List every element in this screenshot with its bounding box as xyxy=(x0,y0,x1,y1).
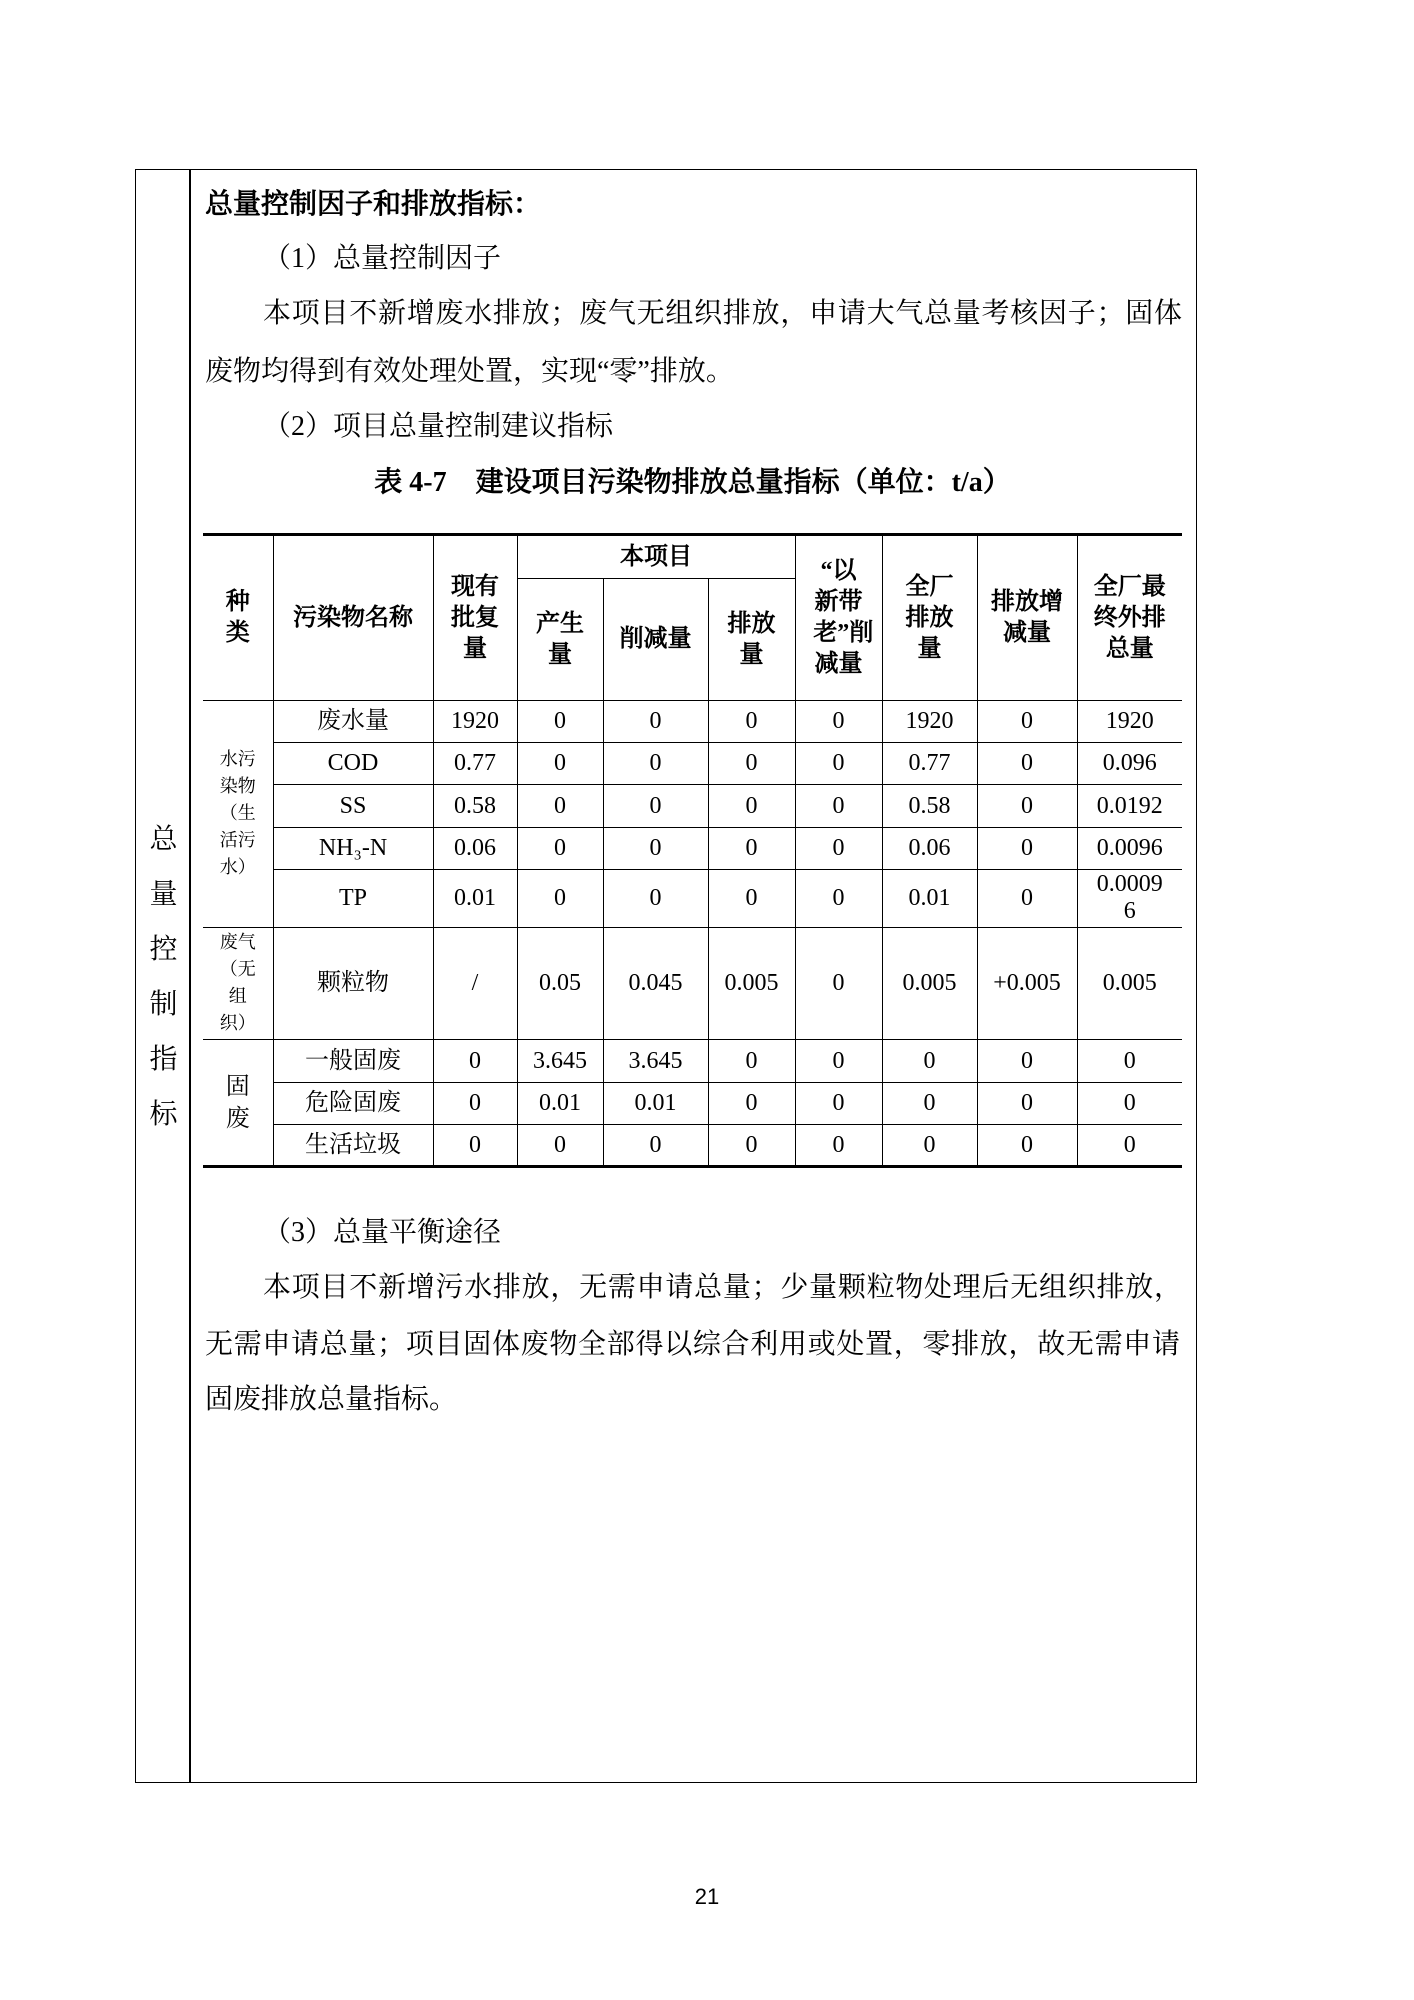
header-plant-total xyxy=(882,535,977,701)
cell-value: 0 xyxy=(1123,1131,1136,1158)
cell-value: 0 xyxy=(469,1090,481,1116)
cell-final-total xyxy=(1077,828,1182,870)
header-reduced xyxy=(603,579,708,701)
cell-approved xyxy=(433,785,517,828)
side-label: 总量控制指标 xyxy=(149,824,178,1130)
cell-change xyxy=(977,928,1077,1040)
cell-value: 0 xyxy=(554,1131,566,1158)
cell-value: 0 xyxy=(649,708,662,734)
cell-plant-total xyxy=(882,1040,977,1083)
cell-value: 0.06 xyxy=(454,835,496,861)
section-heading: 总量控制因子和排放指标： xyxy=(205,189,542,220)
cell-value: 0 xyxy=(649,792,662,819)
cell-change xyxy=(977,1125,1077,1167)
header-old-for-new-label: “以新带老”削减量 xyxy=(813,558,874,677)
cell-produced xyxy=(517,1125,603,1167)
cell-final-total xyxy=(1077,1040,1182,1083)
cell-value: 0 xyxy=(1021,1131,1034,1158)
header-final-total xyxy=(1077,535,1182,701)
section-3-paragraph-line: 无需申请总量；项目固体废物全部得以综合利用或处置，零排放，故无需申请 xyxy=(205,1329,1180,1360)
cell-value: 0.045 xyxy=(628,970,683,996)
cell-reduced xyxy=(603,870,708,928)
cell-discharged xyxy=(708,1083,795,1125)
cell-value: 1920 xyxy=(1105,708,1154,734)
cell-value: 0 xyxy=(745,885,758,911)
cell-value: 0 xyxy=(1021,708,1034,734)
cell-value: 0 xyxy=(649,750,662,776)
cell-produced xyxy=(517,785,603,828)
cell-value: 0 xyxy=(832,708,845,734)
cell-value: 0 xyxy=(745,792,758,819)
cell-change xyxy=(977,785,1077,828)
cell-plant-total xyxy=(882,743,977,785)
cell-value: 0.01 xyxy=(634,1090,677,1116)
cell-reduced xyxy=(603,828,708,870)
category-cell xyxy=(203,701,273,928)
cell-old-for-new-reduced xyxy=(795,701,882,743)
pollutant-name-cell: COD xyxy=(273,743,433,785)
header-final-total-label: 全厂最终外排总量 xyxy=(1093,573,1166,662)
category-label: 废气（无组织） xyxy=(219,932,256,1033)
table-row xyxy=(203,1083,1182,1125)
section-1-title: （1）总量控制因子 xyxy=(263,243,502,274)
cell-reduced xyxy=(603,928,708,1040)
cell-plant-total xyxy=(882,828,977,870)
header-pollutant-name xyxy=(273,535,433,701)
table-caption-label: 表 4-7 xyxy=(374,467,447,498)
cell-value: 0 xyxy=(1021,885,1034,911)
cell-plant-total xyxy=(882,701,977,743)
header-reduced-label: 削减量 xyxy=(619,626,692,652)
cell-value: 0.01 xyxy=(908,885,951,911)
cell-value: 0.06 xyxy=(908,835,951,861)
cell-value: 0.005 xyxy=(1102,970,1157,996)
cell-approved xyxy=(433,1125,517,1167)
cell-reduced xyxy=(603,1125,708,1167)
cell-change xyxy=(977,828,1077,870)
pollutant-table-container xyxy=(203,533,1182,1168)
cell-old-for-new-reduced xyxy=(795,1125,882,1167)
cell-value: +0.005 xyxy=(993,970,1061,996)
cell-approved xyxy=(433,1040,517,1083)
cell-plant-total xyxy=(882,870,977,928)
section-3-title: （3）总量平衡途径 xyxy=(263,1217,502,1248)
cell-value: 1920 xyxy=(451,708,499,734)
cell-change xyxy=(977,743,1077,785)
cell-old-for-new-reduced xyxy=(795,743,882,785)
category-cell xyxy=(203,1040,273,1167)
category-label: 水污染物（生活污水） xyxy=(219,749,256,877)
cell-change xyxy=(977,1083,1077,1125)
cell-produced xyxy=(517,701,603,743)
cell-old-for-new-reduced xyxy=(795,828,882,870)
cell-produced xyxy=(517,870,603,928)
table-caption xyxy=(203,463,1182,503)
table-row xyxy=(203,1040,1182,1083)
cell-old-for-new-reduced xyxy=(795,1040,882,1083)
cell-reduced xyxy=(603,743,708,785)
cell-discharged xyxy=(708,870,795,928)
cell-value: 0.01 xyxy=(539,1090,581,1116)
cell-reduced xyxy=(603,785,708,828)
table-row xyxy=(203,928,1182,1040)
cell-value: 0 xyxy=(745,1090,758,1116)
cell-discharged xyxy=(708,828,795,870)
pollutant-name-cell: 危险固废 xyxy=(273,1083,433,1125)
pollutant-name-cell: SS xyxy=(273,785,433,828)
cell-final-total xyxy=(1077,785,1182,828)
cell-value: 0 xyxy=(832,1090,845,1116)
cell-value: 0 xyxy=(1021,792,1034,819)
header-approved xyxy=(433,535,517,701)
cell-value: 0 xyxy=(745,750,758,776)
cell-value: 0.096 xyxy=(1102,750,1157,776)
cell-value: 0 xyxy=(554,792,566,819)
pollutant-name-cell: 废水量 xyxy=(273,701,433,743)
pollutant-name-cell: TP xyxy=(273,870,433,928)
section-2-title: （2）项目总量控制建议指标 xyxy=(263,411,614,442)
frame-column-divider xyxy=(189,169,191,1783)
category-label: 固废 xyxy=(225,1073,250,1132)
section-3-paragraph-line: 本项目不新增污水排放，无需申请总量；少量颗粒物处理后无组织排放， xyxy=(263,1272,1182,1303)
cell-discharged xyxy=(708,928,795,1040)
cell-plant-total xyxy=(882,1125,977,1167)
cell-change xyxy=(977,1040,1077,1083)
cell-approved xyxy=(433,870,517,928)
cell-value: 0.005 xyxy=(724,970,779,996)
cell-value: 0.77 xyxy=(454,750,496,776)
header-change xyxy=(977,535,1077,701)
cell-final-total xyxy=(1077,928,1182,1040)
cell-value: 0.05 xyxy=(539,970,581,996)
cell-value: 0 xyxy=(923,1047,936,1074)
header-old-for-new xyxy=(795,535,882,701)
cell-approved xyxy=(433,701,517,743)
cell-discharged xyxy=(708,785,795,828)
cell-produced xyxy=(517,928,603,1040)
cell-value: 0 xyxy=(1021,1090,1034,1116)
cell-value: 0 xyxy=(832,1131,845,1158)
header-produced-label: 产生量 xyxy=(535,610,584,668)
cell-old-for-new-reduced xyxy=(795,870,882,928)
cell-plant-total xyxy=(882,1083,977,1125)
header-category-label: 种类 xyxy=(225,589,250,646)
cell-value: 0 xyxy=(1021,750,1034,776)
header-this-project xyxy=(517,535,795,579)
cell-old-for-new-reduced xyxy=(795,785,882,828)
cell-value: 0 xyxy=(649,885,662,911)
cell-value: 0 xyxy=(832,835,845,861)
cell-value: 0 xyxy=(469,1131,481,1158)
cell-reduced xyxy=(603,1083,708,1125)
table-header-row xyxy=(203,535,1182,579)
cell-plant-total xyxy=(882,785,977,828)
cell-value: 3.645 xyxy=(533,1047,587,1074)
cell-approved xyxy=(433,1083,517,1125)
cell-produced xyxy=(517,828,603,870)
header-category xyxy=(203,535,273,701)
pollutant-name-cell: NH₃-N xyxy=(273,828,433,870)
table-row xyxy=(203,701,1182,743)
section-1-paragraph-line: 本项目不新增废水排放；废气无组织排放，申请大气总量考核因子；固体 xyxy=(263,298,1182,329)
header-approved-label: 现有批复量 xyxy=(450,573,499,662)
cell-approved xyxy=(433,928,517,1040)
cell-produced xyxy=(517,743,603,785)
pollutant-total-table xyxy=(203,533,1182,1168)
cell-value: 0 xyxy=(745,1047,758,1074)
page-number: 21 xyxy=(694,1884,720,1909)
header-discharged-label: 排放量 xyxy=(727,610,776,668)
cell-reduced xyxy=(603,701,708,743)
cell-value: 0 xyxy=(649,1131,662,1158)
cell-value: 0 xyxy=(745,835,758,861)
cell-value: 0 xyxy=(832,1047,845,1074)
cell-approved xyxy=(433,828,517,870)
cell-value: 0.01 xyxy=(454,885,496,911)
header-produced xyxy=(517,579,603,701)
cell-value: 0.0096 xyxy=(1096,835,1163,861)
cell-value: 0 xyxy=(1123,1047,1136,1074)
cell-reduced xyxy=(603,1040,708,1083)
cell-old-for-new-reduced xyxy=(795,928,882,1040)
cell-value: 0 xyxy=(745,1131,758,1158)
category-cell xyxy=(203,928,273,1040)
table-row xyxy=(203,1125,1182,1167)
table-body xyxy=(203,701,1182,1167)
table-row xyxy=(203,785,1182,828)
cell-final-total xyxy=(1077,1125,1182,1167)
cell-produced xyxy=(517,1083,603,1125)
cell-old-for-new-reduced xyxy=(795,1083,882,1125)
cell-value: 0.00096 xyxy=(1096,870,1163,924)
cell-value: 0 xyxy=(554,750,566,776)
cell-value: 0 xyxy=(554,708,566,734)
section-3-paragraph-line: 固废排放总量指标。 xyxy=(205,1384,458,1415)
cell-value: 0 xyxy=(649,835,662,861)
cell-value: 0.005 xyxy=(902,970,957,996)
cell-value: 0 xyxy=(554,835,566,861)
pollutant-name-cell: 颗粒物 xyxy=(273,928,433,1040)
table-caption-title: 建设项目污染物排放总量指标（单位：t/a） xyxy=(475,467,1011,498)
cell-final-total xyxy=(1077,1083,1182,1125)
header-plant-total-label: 全厂排放量 xyxy=(905,573,954,662)
cell-value: / xyxy=(471,970,479,996)
cell-value: 0 xyxy=(1021,1047,1034,1074)
cell-value: 1920 xyxy=(905,708,954,734)
table-row xyxy=(203,870,1182,928)
cell-final-total xyxy=(1077,870,1182,928)
header-discharged xyxy=(708,579,795,701)
cell-value: 0 xyxy=(1021,835,1034,861)
cell-produced xyxy=(517,1040,603,1083)
cell-value: 0 xyxy=(1123,1090,1136,1116)
header-pollutant-name-label: 污染物名称 xyxy=(293,604,413,631)
cell-discharged xyxy=(708,743,795,785)
cell-final-total xyxy=(1077,701,1182,743)
cell-change xyxy=(977,870,1077,928)
pollutant-name-cell: 生活垃圾 xyxy=(273,1125,433,1167)
cell-value: 0.58 xyxy=(454,792,496,819)
cell-value: 0 xyxy=(832,970,845,996)
cell-value: 0 xyxy=(832,885,845,911)
cell-value: 0 xyxy=(832,750,845,776)
cell-value: 0 xyxy=(923,1131,936,1158)
cell-discharged xyxy=(708,1125,795,1167)
cell-value: 0.77 xyxy=(908,750,951,776)
table-row xyxy=(203,743,1182,785)
cell-final-total xyxy=(1077,743,1182,785)
cell-approved xyxy=(433,743,517,785)
section-1-paragraph-line: 废物均得到有效处理处置，实现“零”排放。 xyxy=(205,356,734,387)
header-this-project-label: 本项目 xyxy=(620,543,692,570)
pollutant-name-cell: 一般固废 xyxy=(273,1040,433,1083)
cell-value: 0 xyxy=(469,1047,481,1074)
table-row xyxy=(203,828,1182,870)
cell-value: 0.0192 xyxy=(1096,792,1163,819)
cell-discharged xyxy=(708,1040,795,1083)
cell-value: 0 xyxy=(832,792,845,819)
cell-value: 0.58 xyxy=(908,792,951,819)
cell-value: 3.645 xyxy=(628,1047,683,1074)
cell-value: 0 xyxy=(923,1090,936,1116)
cell-discharged xyxy=(708,701,795,743)
cell-value: 0 xyxy=(745,708,758,734)
cell-plant-total xyxy=(882,928,977,1040)
cell-value: 0 xyxy=(554,885,566,911)
header-change-label: 排放增减量 xyxy=(991,589,1063,646)
cell-change xyxy=(977,701,1077,743)
